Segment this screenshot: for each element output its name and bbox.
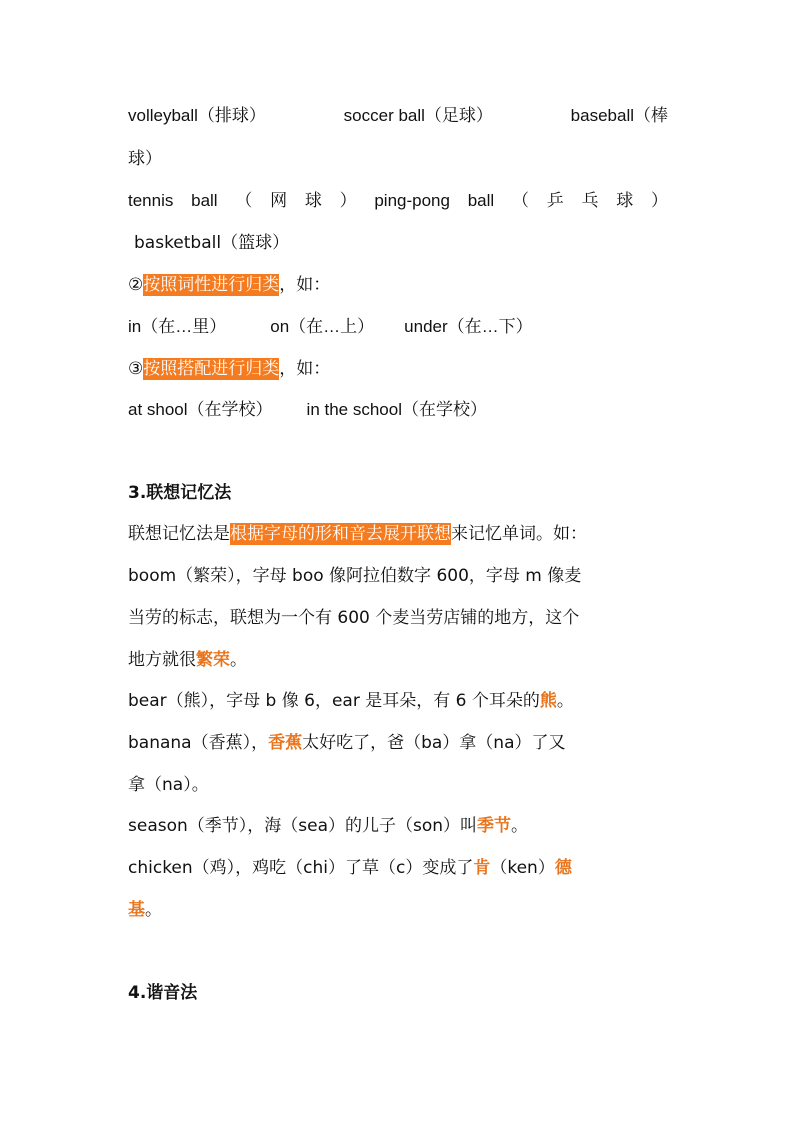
text: 。 (556, 691, 574, 711)
paragraph-line: 拿（na）。 (128, 775, 209, 795)
circled-number: ③ (128, 359, 144, 379)
token: 乒 (546, 191, 564, 211)
token: ball (191, 191, 218, 210)
section-heading-4 (128, 981, 668, 1005)
text: bear（熊），字母 b 像 6，ear 是耳朵，有 6 个耳朵的 (128, 691, 540, 711)
token: 乓 (581, 191, 599, 211)
text: 太好吃了，爸（ba）拿（na）了又 (302, 733, 566, 753)
paragraph-line: 当劳的标志，联想为一个有 600 个麦当劳店铺的地方，这个 (128, 608, 580, 628)
word-soccer-ball: soccer ball（足球） (343, 106, 493, 125)
emphasis-text: 香蕉 (268, 733, 303, 753)
heading-number: 3. (128, 483, 147, 503)
paragraph-line (128, 731, 668, 755)
example-line-balls-1-cont: 球） (128, 149, 162, 169)
word-baseball: baseball（棒 (570, 106, 668, 125)
heading-number: 4. (128, 983, 147, 1003)
word-in: in（在…里） (128, 317, 227, 336)
word-on: on（在…上） (270, 317, 375, 336)
word-basketball: basketball（篮球） (134, 233, 290, 253)
phrase-in-the-school: in the school（在学校） (306, 400, 487, 419)
text: banana（香蕉）， (128, 733, 269, 753)
word-volleyball: volleyball（排球） (128, 106, 266, 125)
text: （ken） (490, 858, 555, 878)
example-line-balls-2 (128, 189, 668, 213)
line-suffix: ，如： (279, 359, 331, 379)
text: 。 (145, 900, 162, 920)
paragraph-line: boom（繁荣），字母 boo 像阿拉伯数字 600，字母 m 像麦 (128, 566, 582, 586)
example-line-balls-1 (128, 104, 668, 128)
token: ping-pong (374, 191, 450, 210)
example-line-collocations (128, 398, 668, 422)
heading-title: 联想记忆法 (146, 483, 232, 503)
circled-number: ② (128, 275, 144, 295)
text: season（季节），海（sea）的儿子（son）叫 (128, 816, 478, 836)
token: 网 (270, 191, 288, 211)
token: 球 (304, 191, 322, 211)
paragraph-line (128, 689, 668, 713)
text: 。 (230, 650, 247, 670)
collocation-category-line (128, 357, 668, 381)
token: （ (235, 191, 253, 211)
highlight-text: 根据字母的形和音去展开联想 (230, 524, 451, 544)
paragraph-line (128, 898, 668, 922)
token: （ (511, 191, 529, 211)
text: 来记忆单词。如： (451, 524, 587, 544)
paragraph-line (128, 814, 668, 838)
paragraph-line (128, 856, 668, 880)
token: tennis (128, 191, 174, 210)
emphasis-text: 德 (554, 858, 572, 878)
paragraph-line (128, 522, 668, 546)
heading-title: 谐音法 (146, 983, 198, 1003)
phrase-at-school: at shool（在学校） (128, 400, 273, 419)
token: ） (339, 191, 357, 211)
highlight-text: 按照搭配进行归类 (143, 359, 280, 379)
text: chicken（鸡），鸡吃（chi）了草（c）变成了 (128, 858, 474, 878)
emphasis-text: 熊 (539, 691, 557, 711)
paragraph-line (128, 648, 668, 672)
text: 地方就很 (128, 650, 196, 670)
token: ） (650, 191, 668, 211)
section-heading-3 (128, 481, 668, 505)
emphasis-text: 基 (128, 900, 145, 920)
text: 联想记忆法是 (128, 524, 230, 544)
text: 。 (511, 816, 529, 836)
emphasis-text: 季节 (477, 816, 512, 836)
word-under: under（在…下） (404, 317, 533, 336)
pos-category-line (128, 273, 668, 297)
line-suffix: ，如： (279, 275, 331, 295)
token: 球 (616, 191, 634, 211)
example-line-prepositions (128, 315, 668, 339)
highlight-text: 按照词性进行归类 (143, 275, 280, 295)
emphasis-text: 繁荣 (196, 650, 230, 670)
emphasis-text: 肯 (473, 858, 491, 878)
token: ball (467, 191, 495, 210)
